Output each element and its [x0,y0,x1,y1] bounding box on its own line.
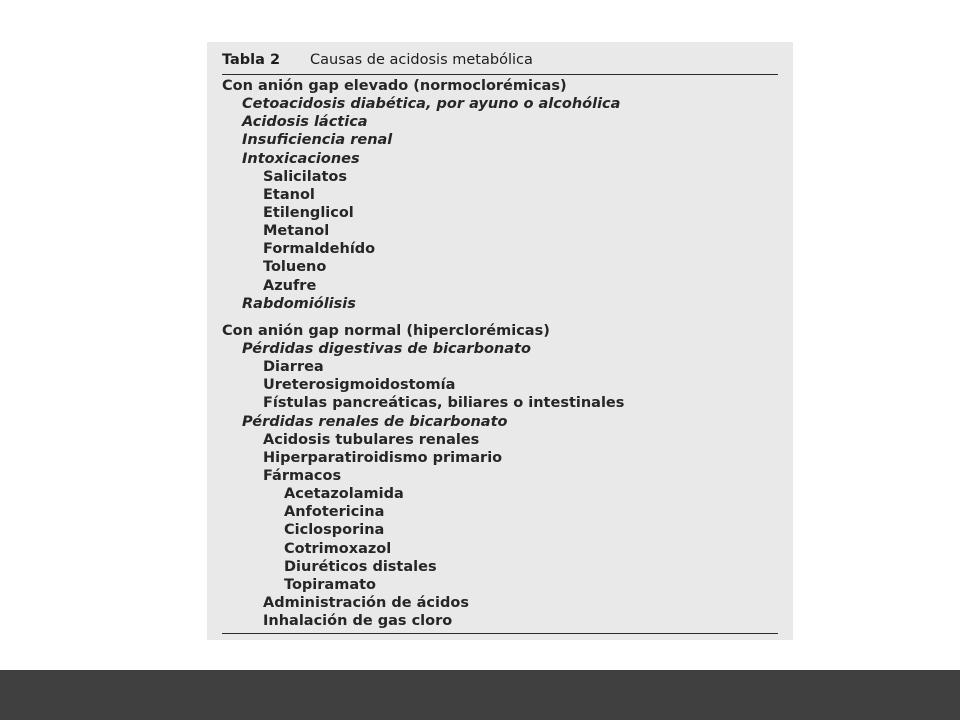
list-item: Inhalación de gas cloro [263,613,453,630]
list-item: Ureterosigmoidostomía [263,377,456,394]
section-gap [222,313,778,322]
list-item: Ciclosporina [284,522,385,539]
list-item: Hiperparatiroidismo primario [263,449,503,466]
subcategory-row: Pérdidas renales de bicarbonato [242,413,508,430]
list-item: Diarrea [263,359,324,376]
table-bottom-rule [222,633,778,634]
list-item: Administración de ácidos [263,594,469,611]
subcategory-row: Intoxicaciones [242,150,360,167]
table-body [222,77,778,630]
list-item: Salicilatos [263,168,348,185]
subcategory-row: Insuficiencia renal [242,132,393,149]
subcategory-row: Acidosis láctica [242,114,368,131]
list-item: Anfotericina [284,504,385,521]
list-item: Etanol [263,186,315,203]
section-heading: Con anión gap normal (hiperclorémicas) [222,322,550,339]
list-item: Azufre [263,277,317,294]
list-item: Metanol [263,223,330,240]
subcategory-row: Cetoacidosis diabética, por ayuno o alcohólica [242,96,621,113]
table-number: Tabla 2 [222,52,281,68]
list-item: Topiramato [284,576,376,593]
footer-bar [0,670,960,720]
subcategory-row: Pérdidas digestivas de bicarbonato [242,340,531,357]
list-item: Etilenglicol [263,204,354,221]
table-panel [207,42,793,640]
list-item: Tolueno [263,259,327,276]
list-item: Cotrimoxazol [284,540,392,557]
table-title: Causas de acidosis metabólica [310,52,533,68]
list-item: Acidosis tubulares renales [263,431,480,448]
list-item: Acetazolamida [284,486,404,503]
subcategory-row: Rabdomiólisis [242,295,356,312]
list-item: Fístulas pancreáticas, biliares o intestinales [263,395,625,412]
list-item: Diuréticos distales [284,558,437,575]
list-item: Fármacos [263,467,342,484]
section-heading: Con anión gap elevado (normoclorémicas) [222,78,567,94]
table-caption [222,47,778,75]
list-item: Formaldehído [263,241,376,258]
